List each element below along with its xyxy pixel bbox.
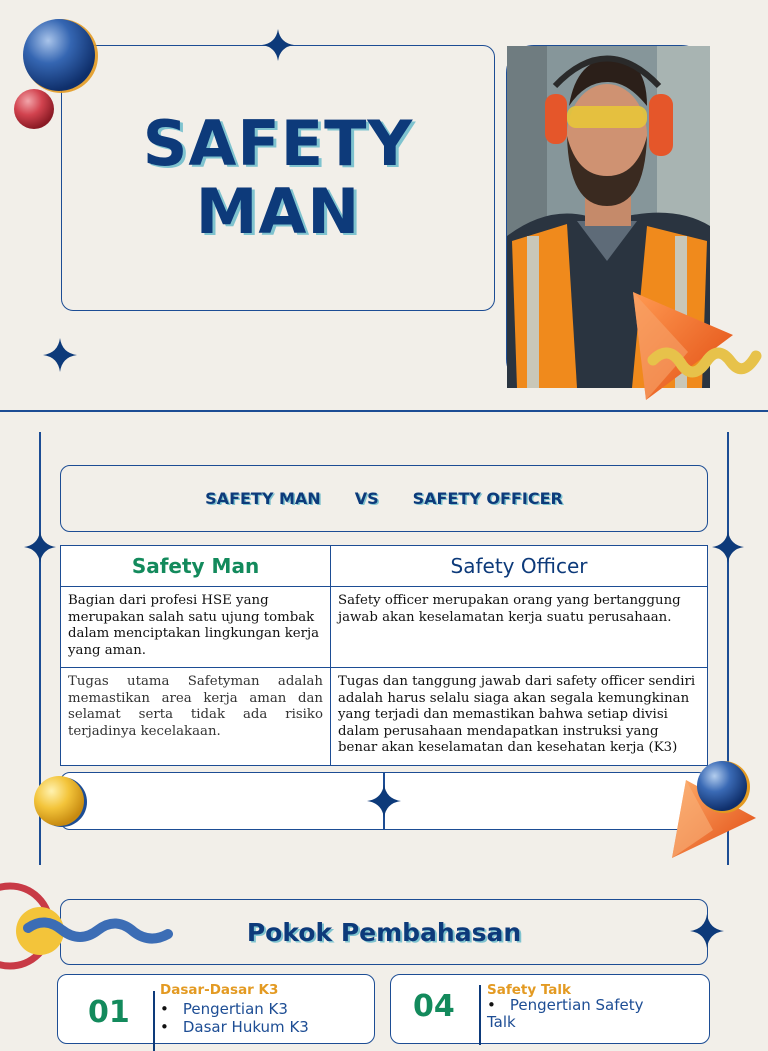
decorative-spheres <box>10 15 110 135</box>
section-divider <box>0 410 768 412</box>
sphere-yellow-icon <box>32 774 90 830</box>
sparkle-star-icon <box>712 531 744 563</box>
pokok-title: Pokok Pembahasan <box>246 917 522 947</box>
comparison-table <box>60 545 708 766</box>
vs-label: VS <box>354 489 379 508</box>
sphere-blue-icon <box>23 19 95 91</box>
list-item: • Dasar Hukum K3 <box>160 1018 309 1036</box>
topic-number: 01 <box>88 995 130 1030</box>
table-cell: Tugas dan tanggung jawab dari safety officer sendiri adalah harus selalu siaga akan segala kemungkinan yang terjadi dan memastikan bahwa setiap divisi dalam perusahaan mendapatkan instruksi yang benar akan keselamatan dan kesehatan kerja (K3) <box>331 668 708 766</box>
topic-separator <box>153 991 155 1051</box>
topic-heading: Safety Talk <box>487 982 571 998</box>
table-row <box>61 668 708 766</box>
page-title-line2: MAN <box>195 175 361 248</box>
table-header-safety-officer: Safety Officer <box>331 546 708 587</box>
sparkle-star-icon <box>262 29 294 61</box>
comparison-header <box>60 465 708 532</box>
table-row <box>61 587 708 668</box>
decorative-cone-squiggle <box>628 290 763 405</box>
decorative-cone-sphere <box>668 758 760 862</box>
list-item: • Pengertian Safety Talk <box>487 996 644 1031</box>
sparkle-star-icon <box>43 338 77 372</box>
topic-card-01[interactable] <box>57 974 375 1044</box>
sparkle-star-icon <box>690 914 724 948</box>
title-card <box>61 45 495 311</box>
table-cell: Tugas utama Safetyman adalah memastikan area kerja aman dan selamat serta tidak ada risiko terjadinya kecelakaan. <box>61 668 331 766</box>
sparkle-star-icon <box>367 784 401 818</box>
vs-left-label: SAFETY MAN <box>205 489 321 508</box>
topic-card-04[interactable] <box>390 974 710 1044</box>
table-header-row <box>61 546 708 587</box>
vs-right-label: SAFETY OFFICER <box>412 489 563 508</box>
topic-heading: Dasar-Dasar K3 <box>160 982 279 998</box>
sparkle-star-icon <box>24 531 56 563</box>
sphere-blue-icon <box>697 761 747 811</box>
table-cell: Bagian dari profesi HSE yang merupakan salah satu ujung tombak dalam menciptakan lingkungan kerja yang aman. <box>61 587 331 668</box>
decorative-ring-squiggle <box>0 878 175 974</box>
sphere-red-icon <box>14 89 54 129</box>
table-header-safety-man: Safety Man <box>61 546 331 587</box>
topic-separator <box>479 985 481 1045</box>
list-item: • Pengertian K3 <box>160 1000 288 1018</box>
table-cell: Safety officer merupakan orang yang bertanggung jawab akan keselamatan kerja suatu perusahaan. <box>331 587 708 668</box>
topic-number: 04 <box>413 989 455 1024</box>
page-title-line1: SAFETY <box>142 107 414 180</box>
